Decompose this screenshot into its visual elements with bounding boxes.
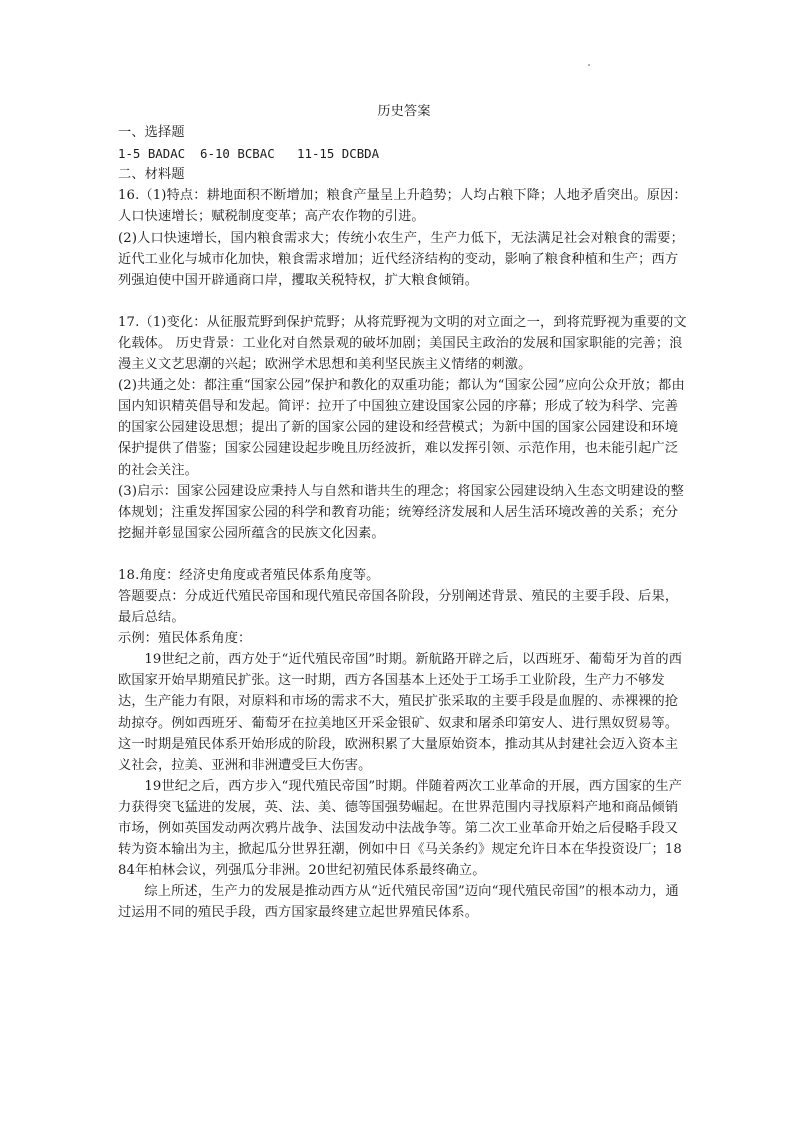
section-heading-multiple-choice: 一、选择题 [118,125,185,141]
section-heading-material: 二、材料题 [118,167,185,183]
q18-example-label: 示例：殖民体系角度： [118,631,252,647]
q17-part1: 17.（1)变化：从征服荒野到保护荒野；从将荒野视为文明的对立面之一，到将荒野视为重要的文化载体。 历史背景：工业化对自然景观的破坏加剧；美国民主政治的发展和国家职能的完善；浪漫主义文艺思潮的兴起；欧洲学术思想和美利坚民族主义情绪的刺激。 [118,314,687,373]
q17-part3: (3)启示：国家公园建设应秉持人与自然和谐共生的理念；将国家公园建设纳入生态文明建设的整体规划；注重发挥国家公园的科学和教育功能；统筹经济发展和人居生活环境改善的关系；充分挖掘并彰显国家公园所蕴含的民族文化因素。 [118,483,684,541]
spacer [118,544,690,565]
q17-part2: (2)共通之处：都注重“国家公园”保护和教化的双重功能；都认为“国家公园”应向公众开放；都由国内知识精英倡导和发起。简评：拉开了中国独立建设国家公园的序幕；形成了较为科学、完善的国家公园建设思想；提出了新的国家公园的建设和经营模式；为新中国的国家公园建设和环境保护提供了借鉴；国家公园建设起步晚且历经波折，难以发挥引领、示范作用，也未能引起广泛的社会关注。 [118,378,685,478]
q16-part1: 16.（1)特点：耕地面积不断增加；粮食产量呈上升趋势；人均占粮下降；人地矛盾突出。原因：人口快速增长；赋税制度变革；高产农作物的引进。 [118,188,687,225]
q16-part2: (2)人口快速增长，国内粮食需求大；传统小农生产，生产力低下，无法满足社会对粮食的需要；近代工业化与城市化加快，粮食需求增加；近代经济结构的变动，影响了粮食种植和生产；西方列强迫使中国开辟通商口岸，攫取关税特权，扩大粮食倾销。 [118,230,684,288]
spacer [118,291,690,312]
multiple-choice-answers: 1-5 BADAC 6-10 BCBAC 11-15 DCBDA [118,146,380,162]
scan-speck [588,64,590,66]
q18-paragraph-2: 19世纪之后，西方步入“现代殖民帝国”时期。伴随着两次工业革命的开展，西方国家的生产力获得突飞猛进的发展，英、法、美、德等国强势崛起。在世界范围内寻找原料产地和商品倾销市场，例如英国发动两次鸦片战争、法国发动中法战争等。第二次工业革命开始之后侵略手段又转为资本输出为主，掀起瓜分世界狂潮，例如中日《马关条约》规定允许日本在华投资设厂；1884年柏林会议，列强瓜分非洲。20世纪初殖民体系最终确立。 [118,778,683,879]
answer-sheet [118,101,690,923]
q18-key-points: 答题要点：分成近代殖民帝国和现代殖民帝国各阶段，分别阐述背景、殖民的主要手段、后果，最后总结。 [118,588,679,626]
q18-paragraph-3: 综上所述，生产力的发展是推动西方从“近代殖民帝国”迈向“现代殖民帝国”的根本动力，通过运用不同的殖民手段，西方国家最终建立起世界殖民体系。 [118,884,679,921]
q18-paragraph-1: 19世纪之前，西方处于“近代殖民帝国”时期。新航路开辟之后，以西班牙、葡萄牙为首的西欧国家开始早期殖民扩张。这一时期，西方各国基本上还处于工场手工业阶段，生产力不够发达，生产能力有限，对原料和市场的需求不大，殖民扩张采取的主要手段是血腥的、赤裸裸的抢劫掠夺。例如西班牙、葡萄牙在拉美地区开采金银矿、奴隶和屠杀印第安人、进行黑奴贸易等。这一时期是殖民体系开始形成的阶段，欧洲积累了大量原始资本，推动其从封建社会迈入资本主义社会，拉美、亚洲和非洲遭受巨大伤害。 [118,652,683,773]
q18-angle: 18.角度：经济史角度或者殖民体系角度等。 [118,567,380,583]
page-title: 历史答案 [377,104,431,119]
